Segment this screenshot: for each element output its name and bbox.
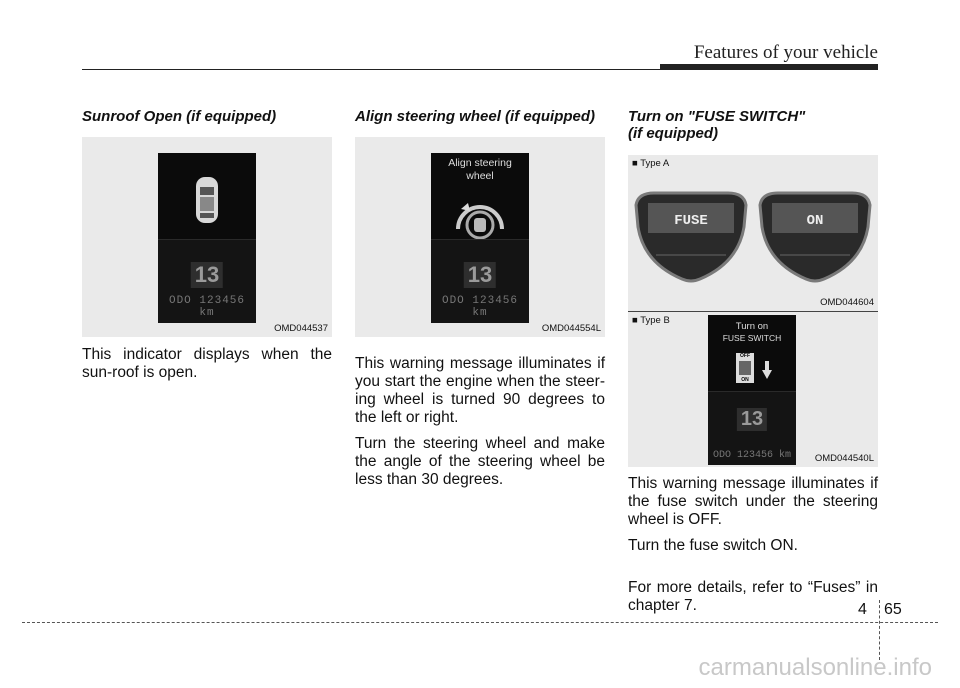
section-heading: Sunroof Open (if equipped) <box>82 108 277 125</box>
figure-code: OMD044554L <box>541 323 601 334</box>
gauge-number: 13 <box>464 262 496 288</box>
chapter-number: 4 <box>858 601 867 618</box>
switch-on-label: ON <box>741 377 749 383</box>
odometer-readout: ODO 123456 km <box>168 295 245 319</box>
watermark: carmanualsonline.info <box>698 654 932 681</box>
header-rule <box>82 69 878 70</box>
display-left-text: FUSE <box>674 213 708 229</box>
fuse-type-b-figure <box>628 312 878 467</box>
cluster-display <box>431 153 529 323</box>
message-line: Align steering <box>448 157 512 169</box>
fuse-type-a-figure <box>628 155 878 311</box>
odometer-readout: ODO 123456 km <box>441 295 518 319</box>
type-a-label: ■ Type A <box>632 158 670 169</box>
section-heading: Align steering wheel (if equipped) <box>355 108 596 125</box>
figure-code: OMD044537 <box>274 323 328 334</box>
car-sunroof-icon <box>158 153 256 239</box>
section-body <box>82 346 332 382</box>
paragraph: This indicator displays when the sun-roof is open. <box>82 346 332 381</box>
switch-off-label: OFF <box>740 353 750 359</box>
lcd-display-left <box>630 187 752 287</box>
odometer-readout: ODO 123456 km <box>712 450 791 461</box>
lcd-display-right <box>754 187 876 287</box>
section-body <box>355 355 605 489</box>
gauge-band <box>708 391 796 465</box>
section-heading-sub: (if equipped) <box>628 125 718 142</box>
figure-code: OMD044604 <box>820 297 874 308</box>
section-align-steering <box>355 108 605 497</box>
steering-wheel-icon <box>431 185 529 241</box>
message-line: FUSE SWITCH <box>722 333 782 343</box>
gauge-number: 13 <box>191 262 223 288</box>
message-line: wheel <box>466 170 494 182</box>
paragraph: Turn the fuse switch ON. <box>628 537 798 554</box>
section-sunroof <box>82 108 332 390</box>
gauge-band <box>431 239 529 323</box>
type-b-label: ■ Type B <box>632 315 670 326</box>
paragraph: For more details, refer to “Fuses” in chapter 7. <box>628 579 878 614</box>
page-header-title: Features of your vehicle <box>693 42 878 63</box>
paragraph: This warning message illuminates if the fuse switch under the steering wheel is OFF. <box>628 475 878 528</box>
section-heading: Turn on "FUSE SWITCH" <box>628 108 806 125</box>
section-body <box>628 475 878 615</box>
figure-code: OMD044540L <box>814 453 874 464</box>
display-right-text: ON <box>806 213 824 229</box>
fuse-switch-icon <box>736 353 754 383</box>
align-steering-figure <box>355 137 605 337</box>
page-number: 65 <box>884 601 902 618</box>
footer-rule <box>22 622 938 623</box>
paragraph: This warning message illuminates if you start the engine when the steer-ing wheel is turned 90 degrees to the left or right. <box>355 355 605 426</box>
sunroof-figure <box>82 137 332 337</box>
cluster-display <box>158 153 256 323</box>
section-fuse-switch <box>628 108 878 623</box>
cluster-display <box>708 315 796 465</box>
arrow-down-icon <box>762 361 772 379</box>
message-line: Turn on <box>735 321 769 332</box>
gauge-number: 13 <box>737 408 767 431</box>
paragraph: Turn the steering wheel and make the angle of the steering wheel be less than 30 degrees. <box>355 435 605 488</box>
footer-separator <box>879 600 880 660</box>
gauge-band <box>158 239 256 323</box>
